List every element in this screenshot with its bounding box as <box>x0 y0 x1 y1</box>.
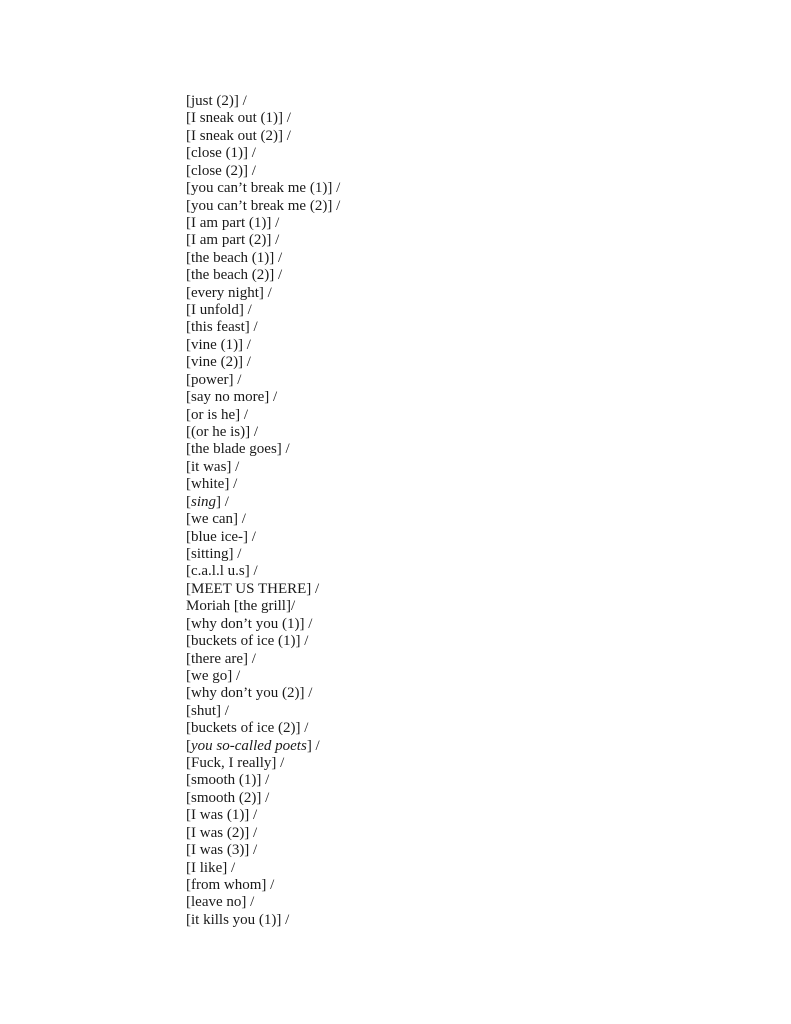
poem-line: [MEET US THERE] / <box>186 580 320 597</box>
line-text-italic: sing <box>191 493 217 510</box>
poem-line: [say no more] / <box>186 389 278 406</box>
poem-line: [I sneak out (2)] / <box>186 127 291 144</box>
poem-line: [you can’t break me (2)] / <box>186 197 341 214</box>
line-text-italic: you so-called poets <box>191 737 307 754</box>
poem-line: [smooth (2)] / <box>186 789 270 806</box>
poem-line: Moriah [the grill]/ <box>186 598 296 615</box>
poem-line: [Fuck, I really] / <box>186 755 285 772</box>
poem-line: [smooth (1)] / <box>186 772 270 789</box>
poem-line: [c.a.l.l u.s] / <box>186 563 258 580</box>
poem-line: [close (1)] / <box>186 145 256 162</box>
poem-line: [I am part (2)] / <box>186 232 280 249</box>
poem-line: [sitting] / <box>186 545 242 562</box>
poem-line: [there are] / <box>186 650 256 667</box>
poem-line: [blue ice-] / <box>186 528 256 545</box>
poem-line: [I was (2)] / <box>186 824 258 841</box>
poem-line: [this feast] / <box>186 319 258 336</box>
poem-line: [you can’t break me (1)] / <box>186 180 341 197</box>
poem-line: [white] / <box>186 476 238 493</box>
poem-line: [the blade goes] / <box>186 441 290 458</box>
poem-line: [vine (2)] / <box>186 354 251 371</box>
poem-line: [vine (1)] / <box>186 336 251 353</box>
poem-line: [I sneak out (1)] / <box>186 110 291 127</box>
poem-line: [every night] / <box>186 284 272 301</box>
poem-line: [just (2)] / <box>186 93 247 109</box>
poem-line: [buckets of ice (2)] / <box>186 720 309 737</box>
poem-line: [(or he is)] / <box>186 424 259 441</box>
poem-line: [why don’t you (2)] / <box>186 685 313 702</box>
line-text-prefix: [ <box>186 493 191 510</box>
poem-line: [I was (1)] / <box>186 807 258 824</box>
poem-line: [I am part (1)] / <box>186 214 280 231</box>
poem-line: [we can] / <box>186 511 246 528</box>
line-text-suffix: ] / <box>216 493 229 510</box>
poem-line: [we go] / <box>186 667 241 684</box>
poem-line: [close (2)] / <box>186 162 256 179</box>
poem-line: [I unfold] / <box>186 302 252 319</box>
poem-line: [it kills you (1)] / <box>186 911 290 928</box>
poem-line: [power] / <box>186 371 242 388</box>
poem-line: [shut] / <box>186 702 229 719</box>
poem-line <box>186 494 340 511</box>
poem-line-list <box>186 93 340 929</box>
poem-line: [buckets of ice (1)] / <box>186 633 309 650</box>
poem-line: [I like] / <box>186 859 236 876</box>
line-text-prefix: [ <box>186 737 191 754</box>
poem-line: [the beach (1)] / <box>186 249 283 266</box>
poem-line: [leave no] / <box>186 894 255 911</box>
poem-line: [from whom] / <box>186 876 275 893</box>
poem-line: [why don’t you (1)] / <box>186 615 313 632</box>
poem-line <box>186 738 340 755</box>
poem-line: [the beach (2)] / <box>186 267 283 284</box>
poem-line: [or is he] / <box>186 406 249 423</box>
line-text-suffix: ] / <box>306 737 320 754</box>
poem-line: [I was (3)] / <box>186 842 258 859</box>
poem-line: [it was] / <box>186 458 240 475</box>
